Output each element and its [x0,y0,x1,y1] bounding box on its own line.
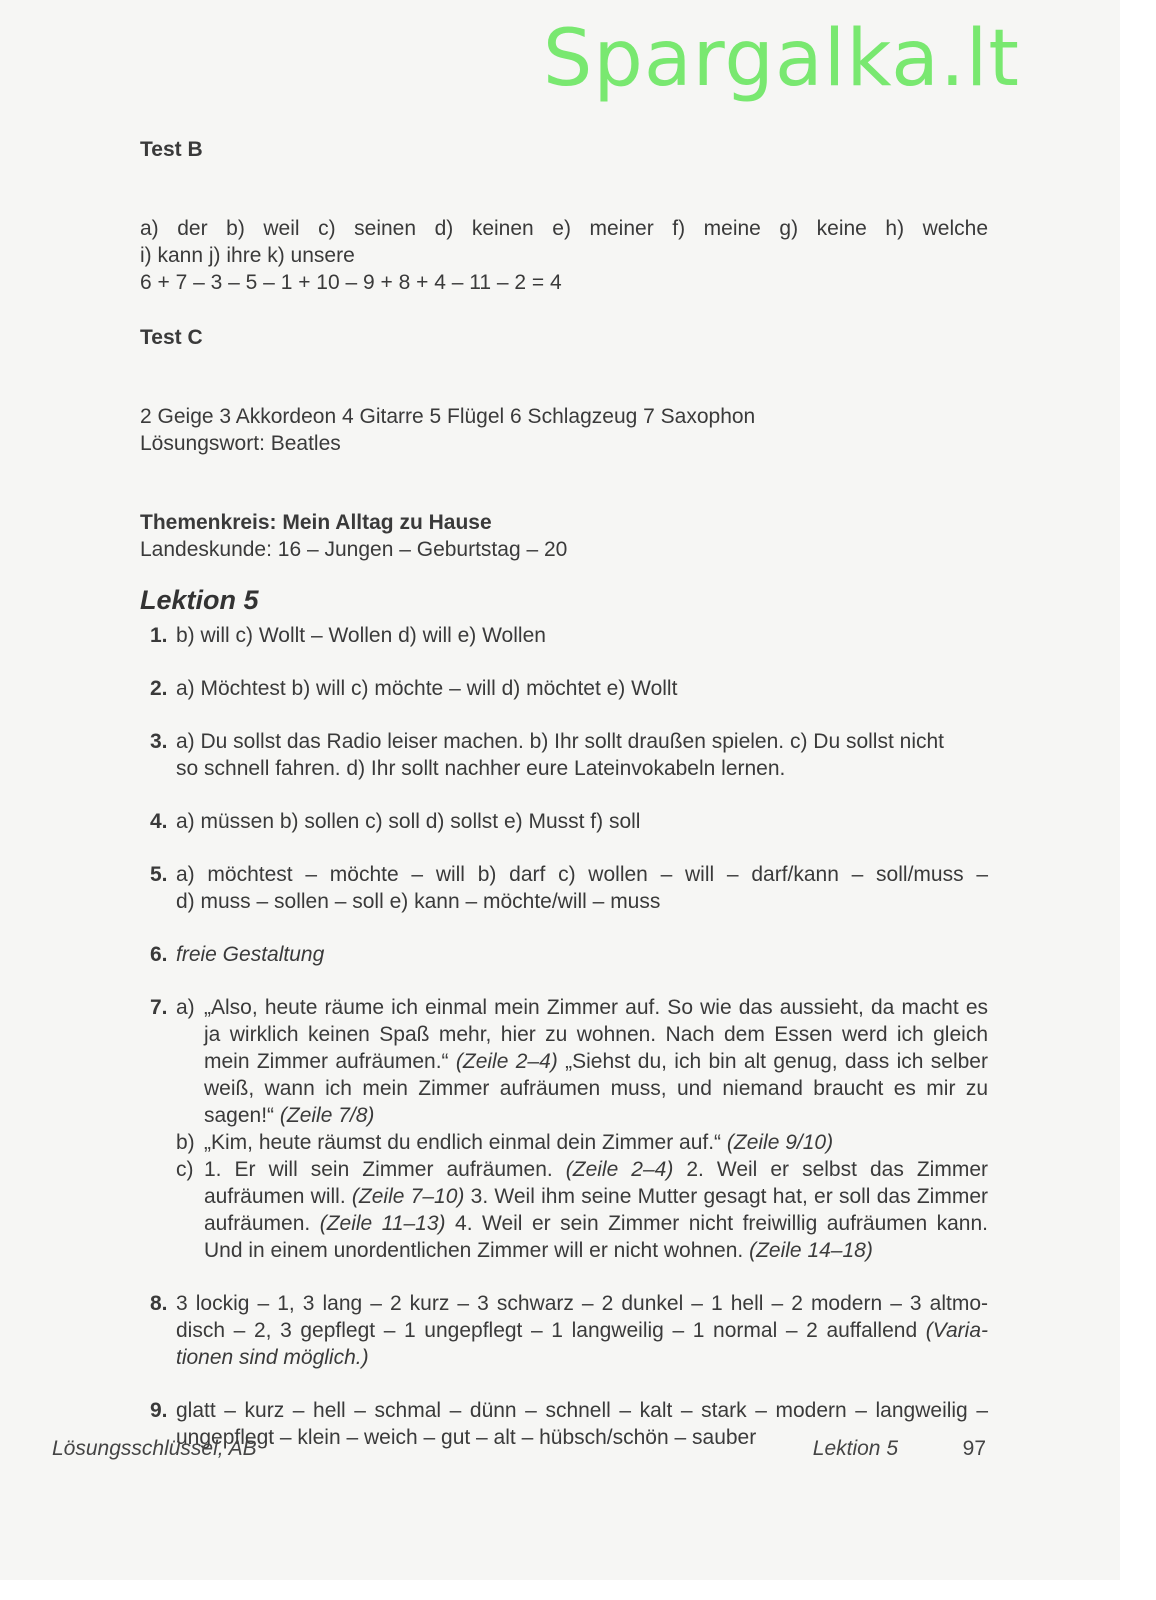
exercise-1 [150,622,988,649]
exercise-number: 8. [150,1292,168,1315]
test-c-line2: Lösungswort: Beatles [140,432,341,455]
exercise-7-c-text: 1. Er will sein Zimmer aufräumen. (Zeile 2–4) 2. Weil er selbst das Zimmer aufräumen will. (Zeile 7–10) 3. Weil ihm seine Mutter gesagt hat, er soll das Zimmer aufräumen. (Zeile 11–13) 4. Weil er sein Zimmer nicht freiwillig aufräumen kann. Und in einem unordentlichen Zimmer will er nicht wohnen. (Zeile 14–18) [204,1158,988,1262]
watermark: Spargalka.lt [542,14,1020,104]
test-b-line2: i) kann j) ihre k) unsere [140,244,355,267]
exercise-3-line2: so schnell fahren. d) Ihr sollt nachher eure Lateinvokabeln lernen. [176,757,786,780]
page-number: 97 [962,1437,986,1460]
footer-book-title: Lösungsschlüssel, AB [52,1437,257,1460]
exercise-2 [150,675,988,702]
test-c-line1: 2 Geige 3 Akkordeon 4 Gitarre 5 Flügel 6 Schlagzeug 7 Saxophon [140,405,756,428]
exercise-9-line1: glatt – kurz – hell – schmal – dünn – schnell – kalt – stark – modern – langweilig – [176,1399,988,1422]
exercise-8 [150,1290,988,1371]
test-b-line1: a) der b) weil c) seinen d) keinen e) meiner f) meine g) keine h) welche [140,217,988,240]
test-c-title: Test C [140,326,203,349]
exercise-number: 7. [150,996,168,1019]
exercise-5-line2: d) muss – sollen – soll e) kann – möchte/will – muss [176,890,661,913]
exercise-8-line1: 3 lockig – 1, 3 lang – 2 kurz – 3 schwarz – 2 dunkel – 1 hell – 2 modern – 3 altmo- [176,1292,988,1315]
exercise-7-a [176,994,988,1129]
exercise-2-text: a) Möchtest b) will c) möchte – will d) möchtet e) Wollt [176,677,678,700]
exercise-7-b-text: „Kim, heute räumst du endlich einmal dein Zimmer auf.“ (Zeile 9/10) [204,1131,834,1154]
exercise-9-line2: ungepflegt – klein – weich – gut – alt – hübsch/schön – sauber [176,1426,757,1449]
exercise-8-note: tionen sind möglich.) [176,1346,369,1369]
exercise-number: 3. [150,730,168,753]
exercise-number: 6. [150,943,168,966]
content [140,136,988,1451]
exercise-number: 9. [150,1399,168,1422]
exercise-number: 5. [150,863,168,886]
exercise-6 [150,941,988,968]
exercise-3 [150,728,988,782]
exercise-1-text: b) will c) Wollt – Wollen d) will e) Wollen [176,624,546,647]
exercise-8-line2: disch – 2, 3 gepflegt – 1 ungepflegt – 1 langweilig – 1 normal – 2 auffallend (Varia- [176,1319,988,1342]
footer-lektion: Lektion 5 [812,1437,898,1460]
exercise-7-c [176,1156,988,1264]
themenkreis-line: Landeskunde: 16 – Jungen – Geburtstag – 20 [140,538,568,561]
exercise-4-text: a) müssen b) sollen c) soll d) sollst e) Musst f) soll [176,810,641,833]
sub-label: b) [176,1131,195,1154]
sub-label: a) [176,996,195,1019]
exercise-7-a-text: „Also, heute räume ich einmal mein Zimmer auf. So wie das aussieht, da macht es ja wirklich keinen Spaß mehr, hier zu wohnen. Nach dem Essen werd ich gleich mein Zimmer aufräumen.“ (Zeile 2–4) „Siehst du, ich bin alt genug, dass ich selber weiß, wann ich mein Zimmer aufräumen muss, und niemand braucht es mir zu sagen!“ (Zeile 7/8) [204,996,988,1127]
exercise-5 [150,861,988,915]
exercise-5-line1: a) möchtest – möchte – will b) darf c) wollen – will – darf/kann – soll/muss – [176,863,988,886]
exercise-6-text: freie Gestaltung [176,943,325,966]
sub-label: c) [176,1158,194,1181]
exercise-number: 1. [150,624,168,647]
exercise-number: 2. [150,677,168,700]
themenkreis-title: Themenkreis: Mein Alltag zu Hause [140,511,492,534]
lektion-title: Lektion 5 [140,585,259,615]
test-b-title: Test B [140,138,203,161]
exercise-number: 4. [150,810,168,833]
exercise-4 [150,808,988,835]
exercise-7-b [176,1129,988,1156]
test-b-line3: 6 + 7 – 3 – 5 – 1 + 10 – 9 + 8 + 4 – 11 – 2 = 4 [140,271,562,294]
exercise-3-line1: a) Du sollst das Radio leiser machen. b) Ihr sollt draußen spielen. c) Du sollst nicht [176,730,944,753]
exercise-7 [150,994,988,1264]
